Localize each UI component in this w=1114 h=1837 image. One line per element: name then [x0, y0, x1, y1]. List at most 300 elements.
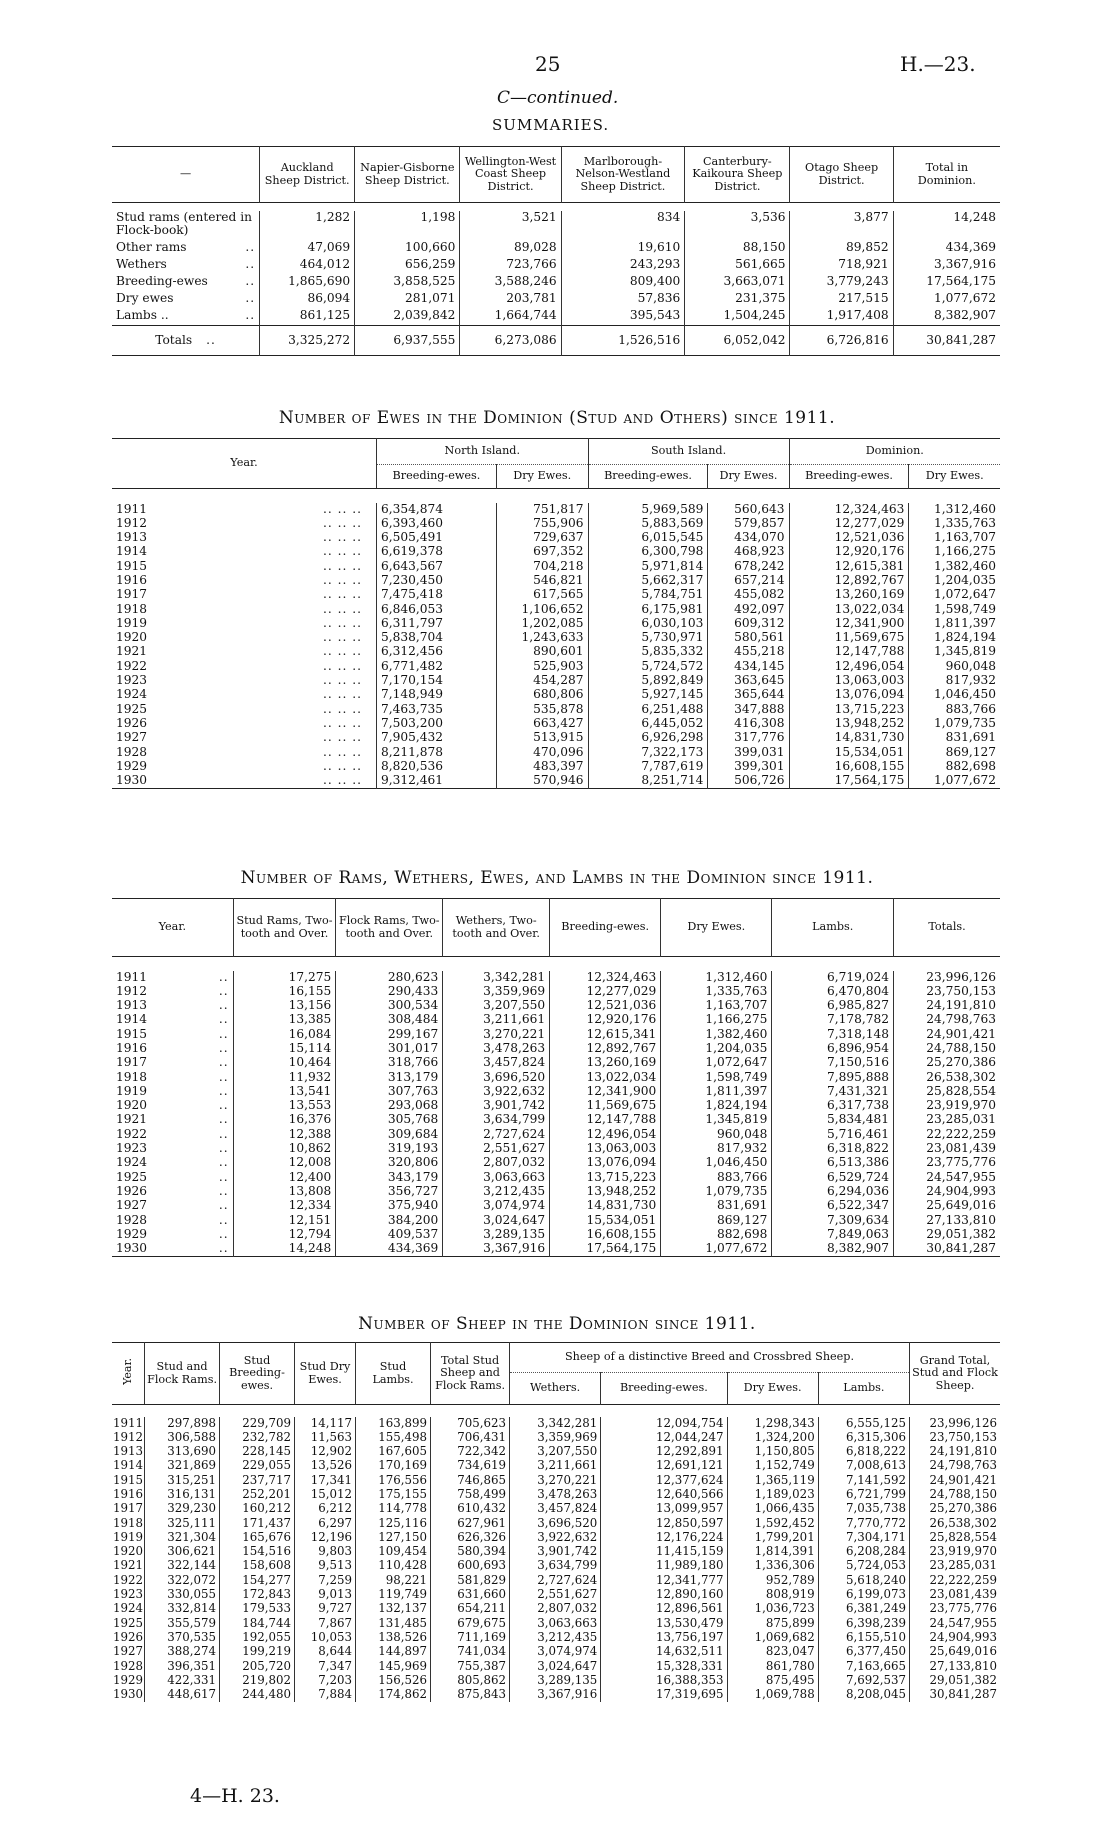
sheep-sub-header: Wethers. — [510, 1373, 601, 1405]
rams-row-dots: .. — [218, 969, 229, 984]
sheep-row — [112, 1474, 1000, 1488]
rams-cell: 3,289,135 — [443, 1228, 550, 1242]
sheep-cell: 25,649,016 — [910, 1645, 1001, 1659]
rams-column-header: Dry Ewes. — [661, 899, 772, 957]
sheep-cell: 1,152,749 — [727, 1459, 818, 1473]
rams-year-cell — [112, 1056, 233, 1070]
ewes-cell: 882,698 — [909, 760, 1000, 774]
sheep-cell: 172,843 — [220, 1588, 295, 1602]
rams-cell: 17,275 — [233, 971, 336, 985]
ewes-cell: 12,920,176 — [789, 545, 909, 559]
summary-row-label-text: Lambs .. — [116, 307, 169, 322]
rams-year: 1913 — [116, 998, 148, 1013]
ewes-cell: 7,463,735 — [377, 703, 497, 717]
sheep-row — [112, 1602, 1000, 1616]
rams-cell: 12,277,029 — [550, 985, 661, 999]
ewes-cell: 13,076,094 — [789, 688, 909, 702]
sheep-cell: 7,867 — [295, 1617, 356, 1631]
summary-total-cell: 1,526,516 — [561, 326, 685, 356]
ewes-cell: 6,926,298 — [588, 731, 708, 745]
sheep-cell: 627,961 — [431, 1517, 510, 1531]
sheep-cell: 6,818,222 — [818, 1445, 909, 1459]
summary-row-dots: .. — [245, 239, 256, 254]
ewes-row — [112, 531, 1000, 545]
rams-row — [112, 971, 1000, 985]
ewes-row-dots: .. .. .. — [323, 601, 362, 616]
ewes-year: 1911 — [116, 501, 148, 516]
rams-year: 1912 — [116, 983, 148, 998]
rams-cell: 2,807,032 — [443, 1156, 550, 1170]
ewes-year: 1913 — [116, 530, 148, 545]
rams-cell: 3,270,221 — [443, 1028, 550, 1042]
ewes-cell: 317,776 — [708, 731, 789, 745]
sheep-cell: 7,035,738 — [818, 1502, 909, 1516]
ewes-row-dots: .. .. .. — [323, 730, 362, 745]
sheep-row — [112, 1545, 1000, 1559]
rams-cell: 1,046,450 — [661, 1156, 772, 1170]
ewes-year: 1914 — [116, 544, 148, 559]
rams-cell: 12,892,767 — [550, 1042, 661, 1056]
rams-cell: 6,513,386 — [772, 1156, 894, 1170]
rams-cell: 3,211,661 — [443, 1013, 550, 1027]
rams-cell: 384,200 — [336, 1214, 443, 1228]
rams-cell: 25,270,386 — [894, 1056, 1000, 1070]
ewes-cell: 546,821 — [496, 574, 588, 588]
ewes-row-dots: .. .. .. — [323, 615, 362, 630]
sheep-cell: 306,588 — [145, 1431, 220, 1445]
summary-cell: 8,382,907 — [893, 309, 1000, 326]
ewes-cell: 455,218 — [708, 645, 789, 659]
rams-cell: 13,541 — [233, 1085, 336, 1099]
summary-row — [112, 275, 1000, 292]
sheep-cell: 1,365,119 — [727, 1474, 818, 1488]
sheep-cell: 316,131 — [145, 1488, 220, 1502]
rams-year: 1929 — [116, 1226, 148, 1241]
sheep-year: 1929 — [113, 1672, 144, 1687]
ewes-cell: 416,308 — [708, 717, 789, 731]
sheep-cell: 15,328,331 — [601, 1660, 727, 1674]
summary-row-dots: .. — [245, 256, 256, 271]
rams-cell: 5,716,461 — [772, 1128, 894, 1142]
rams-cell: 300,534 — [336, 999, 443, 1013]
ewes-year-header: Year. — [112, 439, 377, 489]
rams-cell: 12,794 — [233, 1228, 336, 1242]
ewes-cell: 6,393,460 — [377, 517, 497, 531]
summary-cell: 1,664,744 — [460, 309, 561, 326]
rams-cell: 290,433 — [336, 985, 443, 999]
ewes-cell: 6,300,798 — [588, 545, 708, 559]
sheep-cell: 875,899 — [727, 1617, 818, 1631]
rams-cell: 5,834,481 — [772, 1113, 894, 1127]
rams-year: 1921 — [116, 1112, 148, 1127]
rams-row-dots: .. — [218, 1083, 229, 1098]
summary-row — [112, 211, 1000, 241]
rams-cell: 375,940 — [336, 1199, 443, 1213]
rams-row-dots: .. — [218, 1098, 229, 1113]
ewes-cell: 12,496,054 — [789, 660, 909, 674]
summary-row-dots: .. — [245, 307, 256, 322]
ewes-cell: 506,726 — [708, 774, 789, 788]
ewes-cell: 5,927,145 — [588, 688, 708, 702]
sheep-cell: 12,850,597 — [601, 1517, 727, 1531]
summary-cell: 434,369 — [893, 241, 1000, 258]
sheep-cell: 184,744 — [220, 1617, 295, 1631]
rams-cell: 293,068 — [336, 1099, 443, 1113]
sheep-cell: 7,163,665 — [818, 1660, 909, 1674]
summary-row-label-text: Breeding-ewes — [116, 273, 208, 288]
rams-cell: 13,260,169 — [550, 1056, 661, 1070]
sheep-cell: 14,117 — [295, 1417, 356, 1431]
ewes-row — [112, 674, 1000, 688]
rams-cell: 10,464 — [233, 1056, 336, 1070]
summary-cell: 86,094 — [260, 292, 355, 309]
rams-cell: 7,849,063 — [772, 1228, 894, 1242]
sheep-cell: 167,605 — [356, 1445, 431, 1459]
rams-cell: 14,831,730 — [550, 1199, 661, 1213]
ewes-cell: 1,202,085 — [496, 617, 588, 631]
rams-row — [112, 1199, 1000, 1213]
sheep-cell: 12,377,624 — [601, 1474, 727, 1488]
rams-row — [112, 1156, 1000, 1170]
sheep-cell: 205,720 — [220, 1660, 295, 1674]
rams-row-dots: .. — [218, 1126, 229, 1141]
sheep-cell: 7,304,171 — [818, 1531, 909, 1545]
rams-row — [112, 999, 1000, 1013]
sheep-cell: 6,381,249 — [818, 1602, 909, 1616]
ewes-year-cell — [112, 560, 377, 574]
rams-cell: 11,932 — [233, 1071, 336, 1085]
sheep-cell: 875,843 — [431, 1688, 510, 1702]
ewes-cell: 16,608,155 — [789, 760, 909, 774]
sheep-cell: 1,069,788 — [727, 1688, 818, 1702]
sheep-year: 1930 — [113, 1687, 144, 1702]
sheep-cell: 321,869 — [145, 1459, 220, 1473]
sheep-cell: 10,053 — [295, 1631, 356, 1645]
ewes-cell: 7,787,619 — [588, 760, 708, 774]
sheep-year: 1918 — [113, 1515, 144, 1530]
rams-column-header: Totals. — [894, 899, 1000, 957]
summary-cell: 1,865,690 — [260, 275, 355, 292]
sheep-cell: 9,513 — [295, 1559, 356, 1573]
rams-row-dots: .. — [218, 1241, 229, 1256]
sheep-year: 1917 — [113, 1501, 144, 1516]
ewes-cell: 1,046,450 — [909, 688, 1000, 702]
ewes-cell: 9,312,461 — [377, 774, 497, 788]
ewes-row-dots: .. .. .. — [323, 687, 362, 702]
rams-year: 1918 — [116, 1069, 148, 1084]
ewes-row — [112, 503, 1000, 517]
rams-cell: 6,317,738 — [772, 1099, 894, 1113]
sheep-cell: 119,749 — [356, 1588, 431, 1602]
sheep-cell: 1,592,452 — [727, 1517, 818, 1531]
sheep-cell: 154,516 — [220, 1545, 295, 1559]
ewes-cell: 869,127 — [909, 746, 1000, 760]
ewes-cell: 12,521,036 — [789, 531, 909, 545]
summary-header-row — [112, 147, 1000, 203]
sheep-sub-header: Lambs. — [818, 1373, 909, 1405]
sheep-group-header: Sheep of a distinctive Breed and Crossbred Sheep. — [510, 1343, 910, 1373]
ewes-cell: 12,324,463 — [789, 503, 909, 517]
sheep-sub-header: Dry Ewes. — [727, 1373, 818, 1405]
ewes-row-dots: .. .. .. — [323, 715, 362, 730]
rams-row — [112, 1113, 1000, 1127]
rams-cell: 16,084 — [233, 1028, 336, 1042]
rams-cell: 3,024,647 — [443, 1214, 550, 1228]
sheep-cell: 24,901,421 — [910, 1474, 1001, 1488]
ewes-row — [112, 560, 1000, 574]
rams-year-cell — [112, 1185, 233, 1199]
summary-cell: 14,248 — [893, 211, 1000, 241]
sheep-cell: 3,367,916 — [510, 1688, 601, 1702]
sheep-cell: 12,640,566 — [601, 1488, 727, 1502]
rams-cell: 13,156 — [233, 999, 336, 1013]
sheep-cell: 132,137 — [356, 1602, 431, 1616]
ewes-cell: 1,166,275 — [909, 545, 1000, 559]
rams-cell: 1,824,194 — [661, 1099, 772, 1113]
rams-cell: 7,431,321 — [772, 1085, 894, 1099]
rams-cell: 17,564,175 — [550, 1242, 661, 1256]
ewes-cell: 680,806 — [496, 688, 588, 702]
rams-cell: 13,553 — [233, 1099, 336, 1113]
ewes-year-cell — [112, 717, 377, 731]
rams-cell: 308,484 — [336, 1013, 443, 1027]
ewes-group-dominion: Dominion. — [789, 439, 1000, 465]
rams-row-dots: .. — [218, 1112, 229, 1127]
sheep-cell: 313,690 — [145, 1445, 220, 1459]
sheep-cell: 722,342 — [431, 1445, 510, 1459]
sheep-cell: 12,196 — [295, 1531, 356, 1545]
ewes-cell: 1,811,397 — [909, 617, 1000, 631]
summary-cell: 1,917,408 — [790, 309, 893, 326]
rams-cell: 305,768 — [336, 1113, 443, 1127]
sheep-row — [112, 1574, 1000, 1588]
rams-row-dots: .. — [218, 1226, 229, 1241]
sheep-cell: 7,008,613 — [818, 1459, 909, 1473]
sheep-cell: 25,270,386 — [910, 1502, 1001, 1516]
ewes-cell: 831,691 — [909, 731, 1000, 745]
sheep-cell: 17,341 — [295, 1474, 356, 1488]
ewes-year-cell — [112, 760, 377, 774]
rams-cell: 13,715,223 — [550, 1171, 661, 1185]
summary-cell: 656,259 — [355, 258, 460, 275]
summary-total-cell: 6,937,555 — [355, 326, 460, 356]
sheep-cell: 24,547,955 — [910, 1617, 1001, 1631]
rams-cell: 6,318,822 — [772, 1142, 894, 1156]
summary-cell: 834 — [561, 211, 685, 241]
rams-cell: 3,212,435 — [443, 1185, 550, 1199]
rams-cell: 1,204,035 — [661, 1042, 772, 1056]
ewes-table-title: Number of Ewes in the Dominion (Stud and Others) since 1911. — [278, 408, 836, 428]
ewes-sub-header: Breeding-ewes. — [789, 465, 909, 489]
ewes-cell: 1,382,460 — [909, 560, 1000, 574]
rams-cell: 14,248 — [233, 1242, 336, 1256]
summary-total-cell: 3,325,272 — [260, 326, 355, 356]
rams-year-cell — [112, 971, 233, 985]
ewes-row-dots: .. .. .. — [323, 630, 362, 645]
summary-cell: 89,852 — [790, 241, 893, 258]
summary-cell: 217,515 — [790, 292, 893, 309]
rams-row — [112, 985, 1000, 999]
ewes-year-cell — [112, 617, 377, 631]
rams-cell: 3,063,663 — [443, 1171, 550, 1185]
summary-cell: 1,198 — [355, 211, 460, 241]
ewes-cell: 13,715,223 — [789, 703, 909, 717]
ewes-cell: 6,175,981 — [588, 603, 708, 617]
sheep-table-title: Number of Sheep in the Dominion since 1911. — [358, 1314, 756, 1334]
rams-cell: 409,537 — [336, 1228, 443, 1242]
ewes-cell: 7,170,154 — [377, 674, 497, 688]
rams-year-cell — [112, 1214, 233, 1228]
rams-cell: 960,048 — [661, 1128, 772, 1142]
rams-year-cell — [112, 1028, 233, 1042]
rams-cell: 3,367,916 — [443, 1242, 550, 1256]
sheep-cell: 1,324,200 — [727, 1431, 818, 1445]
rams-row-dots: .. — [218, 1069, 229, 1084]
rams-year: 1926 — [116, 1183, 148, 1198]
ewes-cell: 6,311,797 — [377, 617, 497, 631]
sheep-year: 1914 — [113, 1458, 144, 1473]
sheep-cell: 448,617 — [145, 1688, 220, 1702]
sheep-cell: 2,727,624 — [510, 1574, 601, 1588]
rams-row — [112, 1042, 1000, 1056]
ewes-cell: 13,260,169 — [789, 588, 909, 602]
rams-cell: 2,727,624 — [443, 1128, 550, 1142]
rams-cell: 22,222,259 — [894, 1128, 1000, 1142]
sheep-cell: 6,721,799 — [818, 1488, 909, 1502]
rams-cell: 6,522,347 — [772, 1199, 894, 1213]
sheep-spacer-row — [112, 1405, 1000, 1417]
sheep-row — [112, 1459, 1000, 1473]
summary-row-label — [112, 258, 260, 275]
sheep-cell: 322,144 — [145, 1559, 220, 1573]
ewes-cell: 657,214 — [708, 574, 789, 588]
sheep-cell: 12,896,561 — [601, 1602, 727, 1616]
sheep-cell: 746,865 — [431, 1474, 510, 1488]
ewes-cell: 492,097 — [708, 603, 789, 617]
rams-column-header: Wethers, Two-tooth and Over. — [443, 899, 550, 957]
sheep-cell: 160,212 — [220, 1502, 295, 1516]
sheep-cell: 2,807,032 — [510, 1602, 601, 1616]
sheep-cell: 12,292,891 — [601, 1445, 727, 1459]
sheep-cell: 610,432 — [431, 1502, 510, 1516]
ewes-cell: 365,644 — [708, 688, 789, 702]
rams-cell: 12,008 — [233, 1156, 336, 1170]
sheep-cell: 170,169 — [356, 1459, 431, 1473]
ewes-cell: 729,637 — [496, 531, 588, 545]
rams-year: 1916 — [116, 1040, 148, 1055]
sheep-cell: 144,897 — [356, 1645, 431, 1659]
rams-cell: 24,901,421 — [894, 1028, 1000, 1042]
ewes-row — [112, 717, 1000, 731]
rams-row-dots: .. — [218, 1012, 229, 1027]
ewes-year: 1925 — [116, 701, 148, 716]
sheep-cell: 654,211 — [431, 1602, 510, 1616]
sheep-cell: 174,862 — [356, 1688, 431, 1702]
rams-row — [112, 1013, 1000, 1027]
sheep-cell: 16,388,353 — [601, 1674, 727, 1688]
ewes-year-cell — [112, 588, 377, 602]
sheep-year: 1913 — [113, 1444, 144, 1459]
rams-cell: 3,342,281 — [443, 971, 550, 985]
summary-column-header: Marlborough-Nelson-Westland Sheep District. — [561, 147, 685, 203]
sheep-cell: 3,696,520 — [510, 1517, 601, 1531]
ewes-cell: 5,784,751 — [588, 588, 708, 602]
summary-total-cell: 6,273,086 — [460, 326, 561, 356]
ewes-row-dots: .. .. .. — [323, 530, 362, 545]
rams-cell: 12,521,036 — [550, 999, 661, 1013]
sheep-column-header: Stud and Flock Rams. — [145, 1343, 220, 1405]
sheep-cell: 396,351 — [145, 1660, 220, 1674]
ewes-row — [112, 760, 1000, 774]
ewes-cell: 697,352 — [496, 545, 588, 559]
ewes-row — [112, 746, 1000, 760]
ewes-cell: 13,948,252 — [789, 717, 909, 731]
rams-cell: 1,382,460 — [661, 1028, 772, 1042]
rams-cell: 7,318,148 — [772, 1028, 894, 1042]
sheep-cell: 3,289,135 — [510, 1674, 601, 1688]
sheep-cell: 229,709 — [220, 1417, 295, 1431]
sheep-cell: 24,798,763 — [910, 1459, 1001, 1473]
sheep-cell: 232,782 — [220, 1431, 295, 1445]
sheep-cell: 252,201 — [220, 1488, 295, 1502]
ewes-cell: 7,905,432 — [377, 731, 497, 745]
rams-row-dots: .. — [218, 1055, 229, 1070]
rams-column-header: Stud Rams, Two-tooth and Over. — [233, 899, 336, 957]
summary-cell: 861,125 — [260, 309, 355, 326]
ewes-year-cell — [112, 774, 377, 788]
ewes-row — [112, 617, 1000, 631]
sheep-cell: 229,055 — [220, 1459, 295, 1473]
ewes-cell: 1,824,194 — [909, 631, 1000, 645]
rams-cell: 301,017 — [336, 1042, 443, 1056]
summary-cell: 100,660 — [355, 241, 460, 258]
rams-cell: 1,079,735 — [661, 1185, 772, 1199]
sheep-cell: 600,693 — [431, 1559, 510, 1573]
rams-year: 1930 — [116, 1241, 148, 1256]
sheep-cell: 12,094,754 — [601, 1417, 727, 1431]
sheep-cell: 29,051,382 — [910, 1674, 1001, 1688]
rams-cell: 24,191,810 — [894, 999, 1000, 1013]
sheep-cell: 179,533 — [220, 1602, 295, 1616]
rams-cell: 13,076,094 — [550, 1156, 661, 1170]
rams-row-dots: .. — [218, 1026, 229, 1041]
rams-cell: 1,811,397 — [661, 1085, 772, 1099]
sheep-year: 1919 — [113, 1529, 144, 1544]
sheep-cell: 13,530,479 — [601, 1617, 727, 1631]
ewes-cell: 678,242 — [708, 560, 789, 574]
ewes-cell: 6,312,456 — [377, 645, 497, 659]
sheep-cell: 3,359,969 — [510, 1431, 601, 1445]
ewes-year: 1927 — [116, 730, 148, 745]
ewes-cell: 704,218 — [496, 560, 588, 574]
rams-cell: 16,608,155 — [550, 1228, 661, 1242]
sheep-row — [112, 1502, 1000, 1516]
sheep-cell: 125,116 — [356, 1517, 431, 1531]
sheep-row — [112, 1645, 1000, 1659]
rams-year-cell — [112, 1142, 233, 1156]
sheep-cell: 9,803 — [295, 1545, 356, 1559]
summary-cell: 3,588,246 — [460, 275, 561, 292]
sheep-cell: 109,454 — [356, 1545, 431, 1559]
summary-column-header: Canterbury-Kaikoura Sheep District. — [685, 147, 790, 203]
ewes-year: 1930 — [116, 773, 148, 788]
sheep-cell: 12,176,224 — [601, 1531, 727, 1545]
ewes-year: 1915 — [116, 558, 148, 573]
sheep-cell: 6,398,239 — [818, 1617, 909, 1631]
summary-cell: 47,069 — [260, 241, 355, 258]
rams-year: 1922 — [116, 1126, 148, 1141]
sheep-cell: 1,036,723 — [727, 1602, 818, 1616]
